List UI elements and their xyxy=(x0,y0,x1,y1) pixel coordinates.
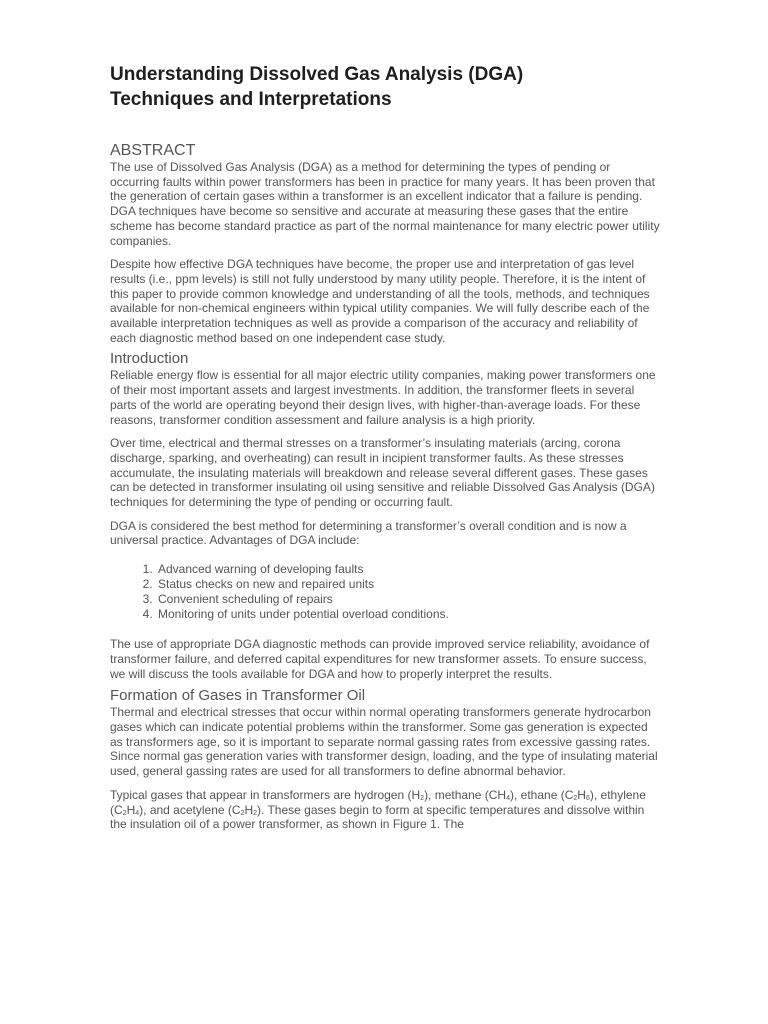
document-page xyxy=(110,62,660,832)
abstract-heading: ABSTRACT xyxy=(110,142,196,159)
advantages-list xyxy=(110,562,660,622)
formation-heading: Formation of Gases in Transformer Oil xyxy=(110,687,366,705)
abstract-section xyxy=(110,142,660,345)
document-title xyxy=(110,62,660,112)
introduction-paragraph-2: Over time, electrical and thermal stresses on a transformer’s insulating materials (arcing, corona discharge, sparking, and overheating) can result in incipient transformer faults. As these stresses accumulate, the insulating materials will breakdown and release several different gases. These gases can be detected in transformer insulating oil using sensitive and reliable Dissolved Gas Analysis (DGA) techniques for determining the type of pending or occurring fault. xyxy=(110,436,655,510)
list-item: 3. Convenient scheduling of repairs xyxy=(156,592,660,607)
introduction-paragraph-1: Reliable energy flow is essential for all major electric utility companies, making power transformers one of their most important assets and largest investments. In addition, the transformer fleets in several parts of the world are operating beyond their design lives, with higher-than-average loads. For these reasons, transformer condition assessment and failure analysis is a high priority. xyxy=(110,368,656,427)
introduction-paragraph-3: DGA is considered the best method for determining a transformer’s overall condition and is now a universal practice. Advantages of DGA include: xyxy=(110,518,627,548)
introduction-section xyxy=(110,350,660,681)
introduction-heading: Introduction xyxy=(110,350,189,368)
formation-section xyxy=(110,687,660,832)
title-line-1: Understanding Dissolved Gas Analysis (DGA) xyxy=(110,64,524,85)
title-line-2: Techniques and Interpretations xyxy=(110,89,392,110)
list-item: 2. Status checks on new and repaired units xyxy=(156,577,660,592)
abstract-paragraph-1: The use of Dissolved Gas Analysis (DGA) as a method for determining the types of pending or occurring faults within power transformers has been in practice for many years. It has been proven that the generation of certain gases within a transformer is an excellent indicator that a failure is pending. DGA techniques have become so sensitive and accurate at measuring these gases that the entire scheme has become standard practice as part of the normal maintenance for many electric power utility companies. xyxy=(110,160,660,248)
introduction-paragraph-4: The use of appropriate DGA diagnostic methods can provide improved service reliability, avoidance of transformer failure, and deferred capital expenditures for new transformer assets. To ensure success, we will discuss the tools available for DGA and how to properly interpret the results. xyxy=(110,637,650,681)
list-item: 1. Advanced warning of developing faults xyxy=(156,562,660,577)
abstract-paragraph-2: Despite how effective DGA techniques have become, the proper use and interpretation of gas level results (i.e., ppm levels) is still not fully understood by many utility people. Therefore, it is the intent of this paper to provide common knowledge and understanding of all the tools, methods, and techniques available for non-chemical engineers within typical utility companies. We will fully describe each of the available interpretation techniques as well as provide a comparison of the accuracy and reliability of each diagnostic method based on one independent case study. xyxy=(110,257,650,345)
list-item: 4. Monitoring of units under potential overload conditions. xyxy=(156,607,660,622)
formation-paragraph-1: Thermal and electrical stresses that occur within normal operating transformers generate hydrocarbon gases which can indicate potential problems within the transformer. Some gas generation is expected as transformers age, so it is important to separate normal gassing rates from excessive gassing rates. Since normal gas generation varies with transformer design, loading, and the type of insulating material used, general gassing rates are used for all transformers to define abnormal behavior. xyxy=(110,705,658,779)
formation-paragraph-2: Typical gases that appear in transformers are hydrogen $(H_2)$, methane $(CH_4)$, ethane $(C_2H_6)$, ethylene $(C_2H_4)$, and acetylene $(C_2H_2)$. These gases begin to form at specific temperatures and dissolve within the insulation oil of a power transformer, as shown in Figure 1. The xyxy=(110,787,646,832)
